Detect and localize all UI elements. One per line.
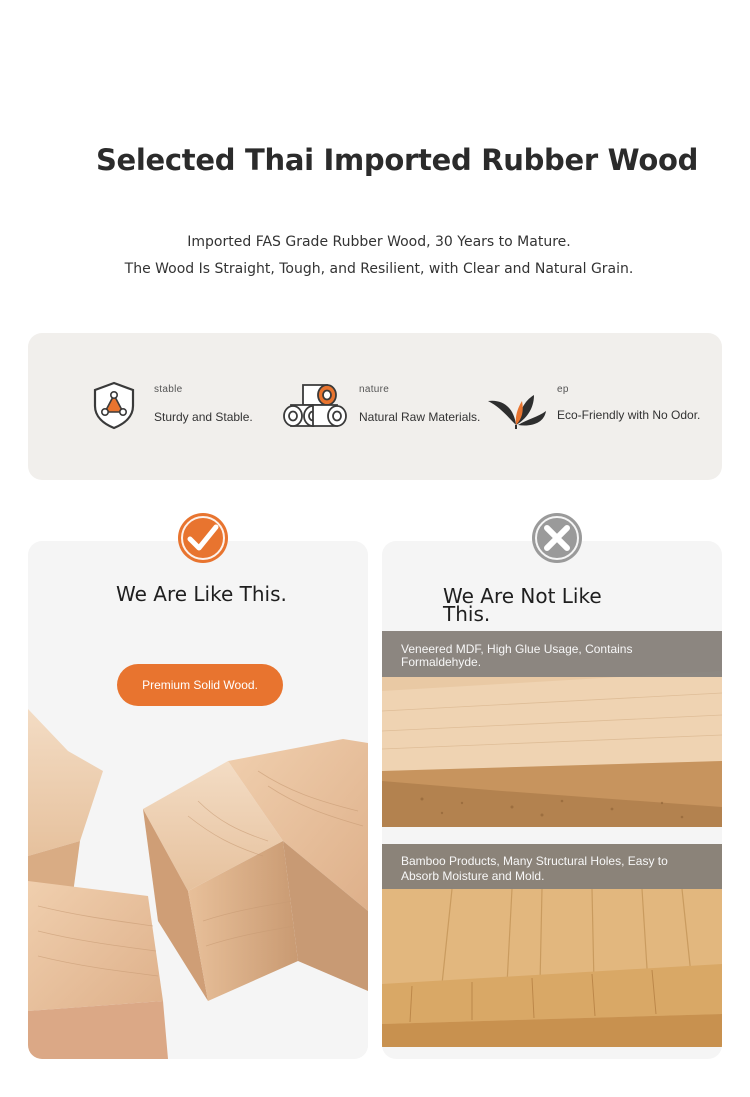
bad-card-title: We Are Not Like This. [443, 584, 602, 626]
mdf-panel [382, 631, 722, 827]
bamboo-caption: Bamboo Products, Many Structural Holes, Easy to Absorb Moisture and Mold. [382, 844, 722, 889]
leaves-icon [486, 383, 548, 429]
bamboo-panel [382, 844, 722, 1047]
cross-badge [532, 513, 582, 563]
mdf-caption: Veneered MDF, High Glue Usage, Contains Formaldehyde. [382, 631, 722, 677]
checkmark-badge [178, 513, 228, 563]
good-card-title: We Are Like This. [116, 582, 287, 606]
shield-icon [90, 380, 138, 430]
feature-tag: nature [359, 384, 390, 395]
feature-desc: Eco-Friendly with No Odor. [557, 408, 701, 422]
solid-wood-image [28, 691, 368, 1059]
intro-line-1: Imported FAS Grade Rubber Wood, 30 Years to Mature. [187, 234, 571, 250]
comparison-bad-card [382, 541, 722, 1059]
checkmark-icon [178, 513, 228, 563]
feature-tag: stable [154, 384, 183, 395]
cross-icon [532, 513, 582, 563]
features-panel [28, 333, 722, 480]
logs-icon [283, 383, 347, 429]
feature-desc: Natural Raw Materials. [359, 410, 481, 424]
comparison-good-card [28, 541, 368, 1059]
page-title: Selected Thai Imported Rubber Wood [95, 143, 699, 177]
intro-line-2: The Wood Is Straight, Tough, and Resilient, with Clear and Natural Grain. [124, 261, 634, 277]
premium-solid-wood-button[interactable]: Premium Solid Wood. [117, 664, 283, 706]
feature-desc: Sturdy and Stable. [154, 410, 253, 424]
feature-tag: ep [557, 384, 569, 395]
